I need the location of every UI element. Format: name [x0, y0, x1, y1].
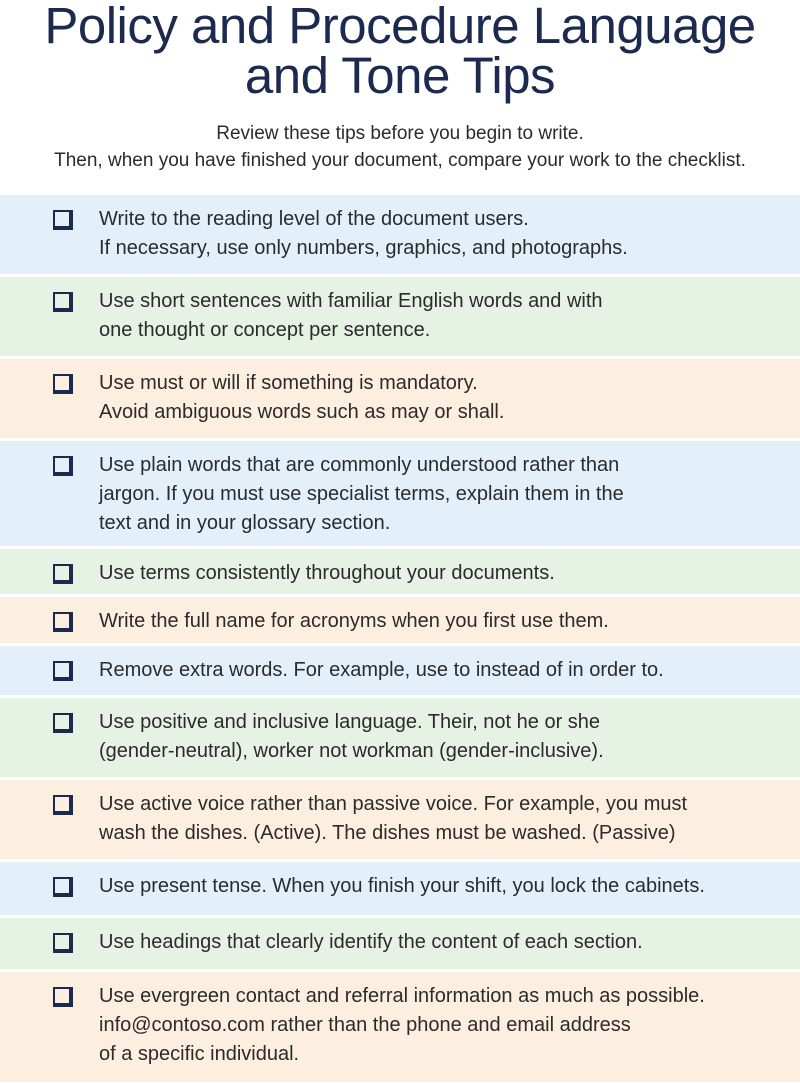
checkbox-11[interactable] — [53, 933, 73, 953]
page-subtitle — [0, 120, 800, 174]
checkbox-2[interactable] — [53, 292, 73, 312]
checkbox-4[interactable] — [53, 456, 73, 476]
checklist-item-text: Write to the reading level of the document users. If necessary, use only numbers, graphics, and photographs. — [99, 208, 628, 259]
checkbox-7[interactable] — [53, 661, 73, 681]
checklist-item-text: Remove extra words. For example, use to instead of in order to. — [99, 659, 664, 681]
checklist-item-text: Use active voice rather than passive voice. For example, you must wash the dishes. (Active). The dishes must be washed. (Passive) — [99, 793, 688, 844]
page-title-line-2: and Tone Tips — [244, 47, 556, 104]
checkbox-8[interactable] — [53, 713, 73, 733]
checklist-item-9 — [0, 780, 800, 862]
checkbox-3[interactable] — [53, 374, 73, 394]
checklist-item-text: Use positive and inclusive language. Their, not he or she (gender-neutral), worker not workman (gender-inclusive). — [99, 711, 604, 762]
subtitle-line-1: Review these tips before you begin to write. — [216, 123, 584, 144]
checklist-item-text: Use terms consistently throughout your documents. — [99, 562, 555, 584]
checkbox-5[interactable] — [53, 564, 73, 584]
checkbox-1[interactable] — [53, 210, 73, 230]
checkbox-12[interactable] — [53, 987, 73, 1007]
page-title — [0, 0, 800, 104]
checklist-item-text: Use plain words that are commonly understood rather than jargon. If you must use specialist terms, explain them in the text and in your glossary section. — [99, 454, 624, 534]
checklist-item-6 — [0, 597, 800, 646]
checkbox-10[interactable] — [53, 877, 73, 897]
checklist-item-1 — [0, 195, 800, 277]
page-title-line-1: Policy and Procedure Language — [44, 0, 756, 54]
checklist-item-text: Use evergreen contact and referral information as much as possible. info@contoso.com rather than the phone and email address of a specific individual. — [99, 985, 705, 1065]
checklist-item-12 — [0, 972, 800, 1082]
checklist-item-8 — [0, 698, 800, 780]
checklist-item-text: Use headings that clearly identify the content of each section. — [99, 931, 643, 953]
checklist-item-text: Use short sentences with familiar English words and with one thought or concept per sentence. — [99, 290, 603, 341]
checklist-item-4 — [0, 441, 800, 549]
checkbox-9[interactable] — [53, 795, 73, 815]
subtitle-line-2: Then, when you have finished your document, compare your work to the checklist. — [54, 150, 746, 171]
checklist-item-5 — [0, 549, 800, 597]
checklist-item-3 — [0, 359, 800, 441]
checklist-item-10 — [0, 862, 800, 918]
checklist-item-text: Use must or will if something is mandatory. Avoid ambiguous words such as may or shall. — [99, 372, 505, 423]
checklist-item-11 — [0, 918, 800, 972]
checklist — [0, 195, 800, 1082]
checklist-item-2 — [0, 277, 800, 359]
checklist-item-text: Write the full name for acronyms when you first use them. — [99, 610, 609, 632]
checklist-item-text: Use present tense. When you finish your shift, you lock the cabinets. — [99, 875, 705, 897]
checklist-item-7 — [0, 646, 800, 698]
checkbox-6[interactable] — [53, 612, 73, 632]
